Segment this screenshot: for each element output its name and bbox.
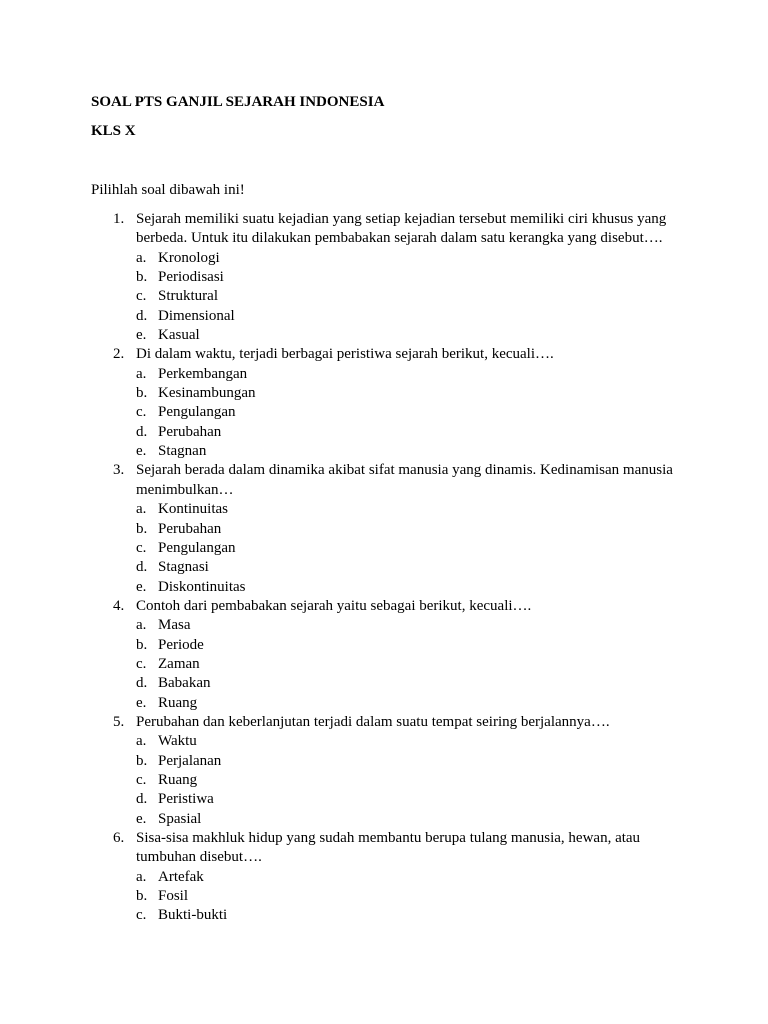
answer-option	[136, 694, 691, 713]
option-text: Struktural	[158, 288, 218, 305]
option-letter: a.	[136, 365, 147, 382]
option-text: Peristiwa	[158, 791, 214, 808]
option-letter: c.	[136, 539, 147, 556]
answer-option	[136, 326, 691, 345]
question-list	[91, 210, 691, 926]
answer-option	[136, 423, 691, 442]
option-text: Perjalanan	[158, 752, 222, 769]
option-letter: b.	[136, 752, 148, 769]
option-letter: d.	[136, 791, 148, 808]
question-text: Perubahan dan keberlanjutan terjadi dalam suatu tempat seiring berjalannya….	[136, 713, 610, 730]
answer-option	[136, 403, 691, 422]
question-number: 2.	[113, 346, 125, 363]
answer-option	[136, 365, 691, 384]
instruction-text: Pilihlah soal dibawah ini!	[91, 182, 245, 198]
option-text: Waktu	[158, 733, 197, 750]
option-text: Pengulangan	[158, 404, 236, 421]
answer-option	[136, 636, 691, 655]
option-letter: c.	[136, 771, 147, 788]
option-letter: a.	[136, 249, 147, 266]
option-letter: d.	[136, 675, 148, 692]
answer-option	[136, 906, 691, 925]
option-text: Periodisasi	[158, 269, 224, 286]
option-letter: d.	[136, 559, 148, 576]
option-text: Diskontinuitas	[158, 578, 246, 595]
option-text: Artefak	[158, 868, 204, 885]
answer-option	[136, 287, 691, 306]
option-letter: b.	[136, 385, 148, 402]
option-text: Perkembangan	[158, 365, 248, 382]
option-letter: c.	[136, 907, 147, 924]
option-text: Stagnan	[158, 443, 207, 460]
document-title: SOAL PTS GANJIL SEJARAH INDONESIA	[91, 94, 385, 110]
question-item	[91, 461, 691, 596]
option-text: Perubahan	[158, 520, 222, 537]
option-text: Spasial	[158, 810, 202, 827]
option-letter: e.	[136, 694, 147, 711]
answer-option	[136, 268, 691, 287]
answer-option	[136, 674, 691, 693]
question-item	[91, 345, 691, 461]
option-letter: e.	[136, 578, 147, 595]
option-letter: e.	[136, 327, 147, 344]
option-letter: c.	[136, 288, 147, 305]
answer-option	[136, 732, 691, 751]
question-text: Sejarah memiliki suatu kejadian yang setiap kejadian tersebut memiliki ciri khusus yang berbeda. Untuk itu dilakukan pembabakan sejarah dalam satu kerangka yang disebut….	[136, 211, 667, 247]
option-letter: e.	[136, 443, 147, 460]
option-text: Dimensional	[158, 307, 235, 324]
option-text: Stagnasi	[158, 559, 209, 576]
option-text: Bukti-bukti	[158, 907, 228, 924]
answer-option	[136, 752, 691, 771]
question-item	[91, 597, 691, 713]
option-letter: b.	[136, 269, 148, 286]
answer-option	[136, 887, 691, 906]
class-label: KLS X	[91, 123, 136, 139]
option-text: Ruang	[158, 694, 198, 711]
option-letter: d.	[136, 423, 148, 440]
answer-option	[136, 558, 691, 577]
option-text: Fosil	[158, 888, 189, 905]
question-item	[91, 829, 691, 926]
option-text: Kesinambungan	[158, 385, 256, 402]
question-number: 6.	[113, 830, 125, 846]
option-letter: e.	[136, 810, 147, 827]
option-letter: a.	[136, 617, 147, 634]
question-text: Contoh dari pembabakan sejarah yaitu sebagai berikut, kecuali….	[136, 597, 532, 614]
option-text: Ruang	[158, 771, 198, 788]
option-text: Pengulangan	[158, 539, 236, 556]
question-text: Sisa-sisa makhluk hidup yang sudah membantu berupa tulang manusia, hewan, atau tumbuhan disebut….	[136, 830, 641, 866]
question-item	[91, 713, 691, 829]
option-letter: b.	[136, 888, 148, 905]
answer-option	[136, 442, 691, 461]
answer-option	[136, 520, 691, 539]
answer-option	[136, 810, 691, 829]
answer-option	[136, 771, 691, 790]
option-letter: a.	[136, 868, 147, 885]
option-letter: b.	[136, 520, 148, 537]
question-text: Sejarah berada dalam dinamika akibat sifat manusia yang dinamis. Kedinamisan manusia menimbulkan…	[136, 462, 673, 498]
question-text: Di dalam waktu, terjadi berbagai peristiwa sejarah berikut, kecuali….	[136, 346, 554, 363]
question-item	[91, 210, 691, 345]
option-text: Kronologi	[158, 249, 220, 266]
answer-option	[136, 655, 691, 674]
option-letter: d.	[136, 307, 148, 324]
answer-option	[136, 790, 691, 809]
option-text: Kontinuitas	[158, 501, 228, 518]
question-number: 1.	[113, 211, 125, 227]
option-letter: b.	[136, 636, 148, 653]
option-text: Masa	[158, 617, 191, 634]
answer-option	[136, 539, 691, 558]
option-letter: c.	[136, 404, 147, 421]
question-number: 3.	[113, 462, 125, 479]
option-letter: a.	[136, 733, 147, 750]
answer-option	[136, 249, 691, 268]
answer-option	[136, 307, 691, 326]
option-text: Babakan	[158, 675, 211, 692]
answer-option	[136, 616, 691, 635]
option-letter: c.	[136, 655, 147, 672]
option-text: Periode	[158, 636, 204, 653]
answer-option	[136, 868, 691, 887]
option-letter: a.	[136, 501, 147, 518]
question-number: 4.	[113, 597, 125, 614]
option-text: Kasual	[158, 327, 200, 344]
option-text: Zaman	[158, 655, 200, 672]
question-number: 5.	[113, 713, 125, 730]
answer-option	[136, 578, 691, 597]
option-text: Perubahan	[158, 423, 222, 440]
answer-option	[136, 500, 691, 519]
answer-option	[136, 384, 691, 403]
